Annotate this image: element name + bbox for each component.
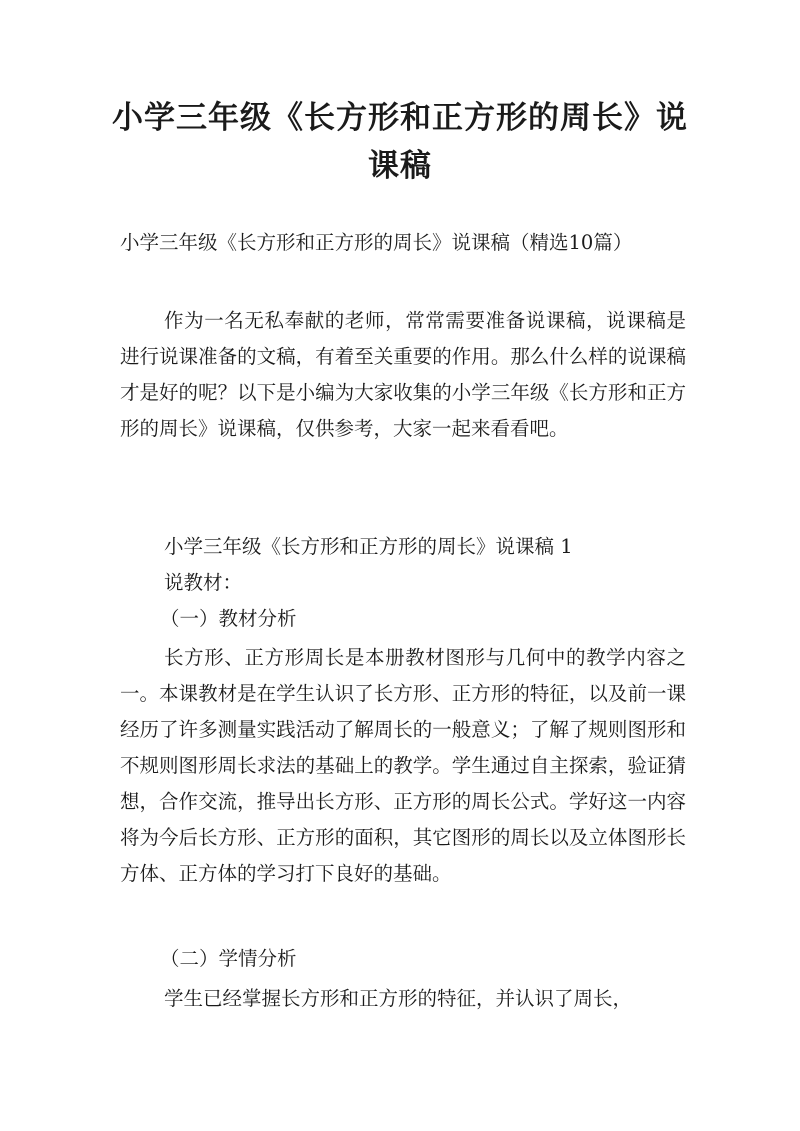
section-title: 小学三年级《长方形和正方形的周长》说课稿 1: [164, 535, 573, 558]
student-analysis-paragraph: 学生已经掌握长方形和正方形的特征，并认识了周长，: [164, 987, 633, 1010]
heading-student-analysis: （二）学情分析: [160, 947, 297, 970]
textbook-analysis-paragraph: 长方形、正方形周长是本册教材图形与几何中的教学内容之一。本课教材是在学生认识了长方形、正方形的特征，以及前一课经历了许多测量实践活动了解周长的一般意义；了解了规则图形和不规则图形周长求法的基础上的教学。学生通过自主探索，验证猜想，合作交流，推导出长方形、正方形的周长公式。学好这一内容将为今后长方形、正方形的面积，其它图形的周长以及立体图形长方体、正方体的学习打下良好的基础。: [120, 646, 686, 885]
heading-textbook-analysis: （一）教材分析: [160, 607, 297, 630]
intro-paragraph: 作为一名无私奉献的老师，常常需要准备说课稿，说课稿是进行说课准备的文稿，有着至关重要的作用。那么什么样的说课稿才是好的呢？以下是小编为大家收集的小学三年级《长方形和正方形的周长》说课稿，仅供参考，大家一起来看看吧。: [120, 309, 686, 440]
document-title: 小学三年级《长方形和正方形的周长》说课稿: [112, 100, 688, 184]
heading-say-textbook: 说教材：: [164, 571, 243, 594]
document-subtitle: 小学三年级《长方形和正方形的周长》说课稿（精选10篇）: [120, 231, 633, 254]
